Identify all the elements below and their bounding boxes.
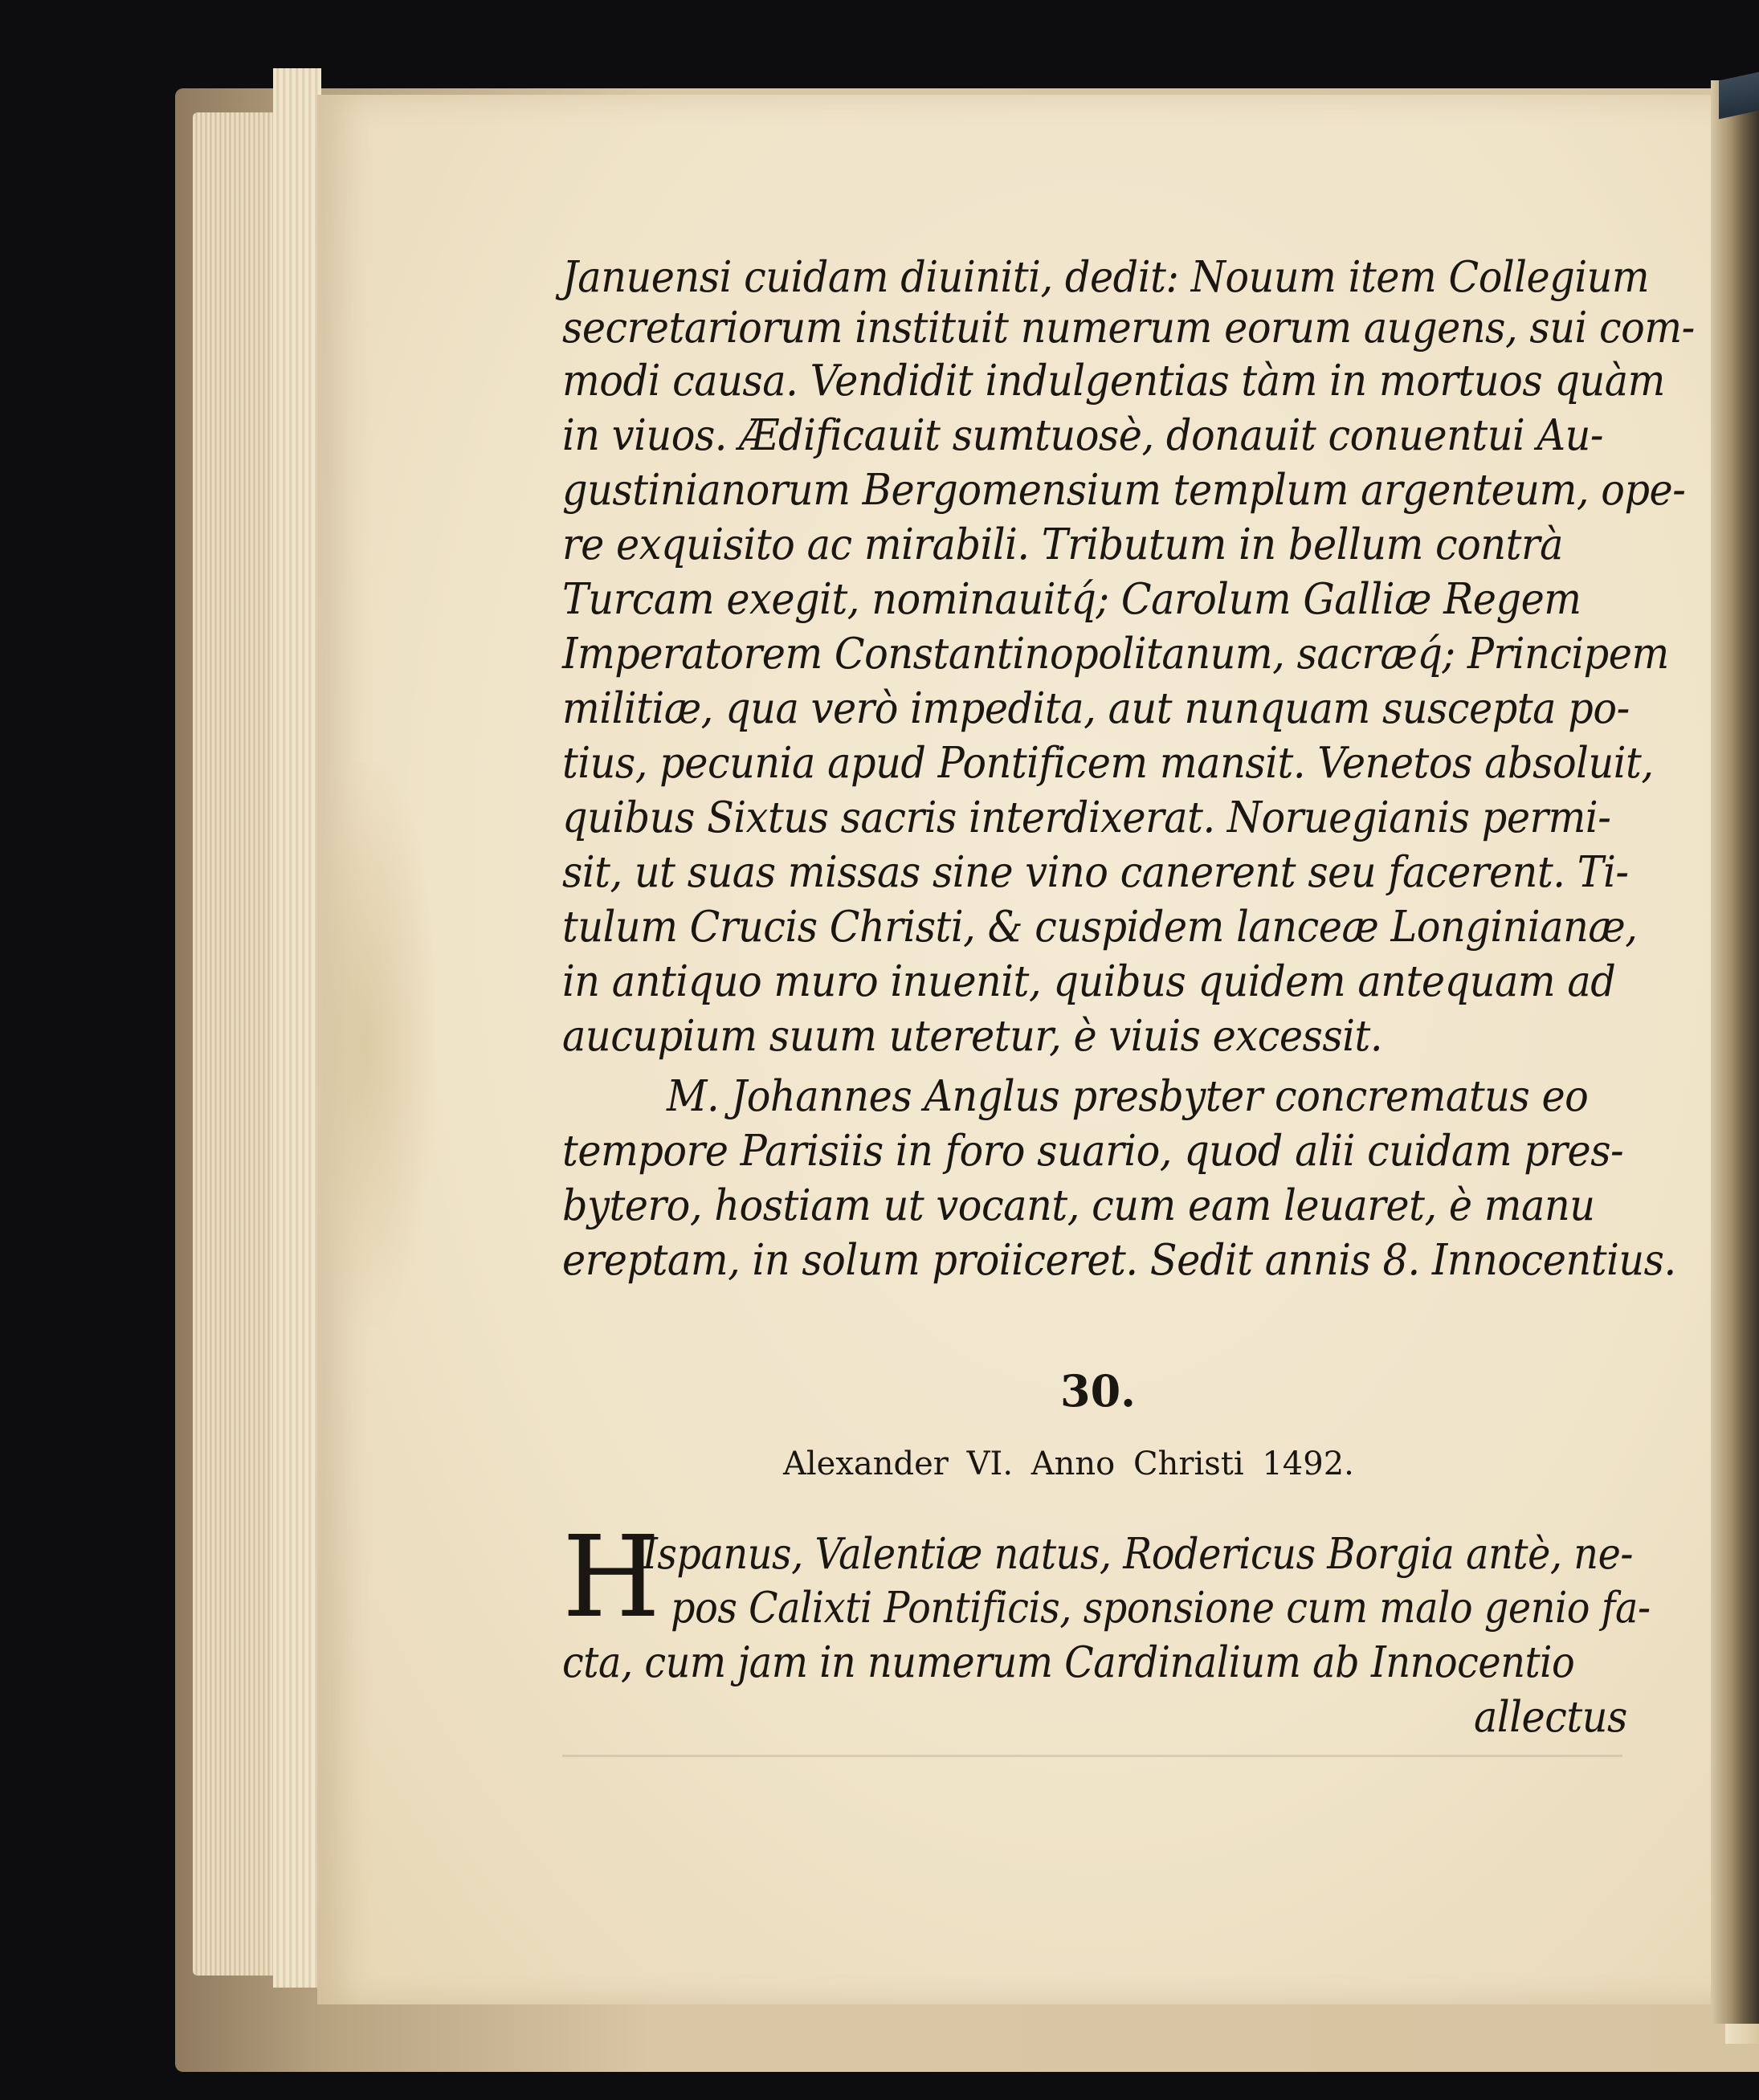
text-line: re exquisito ac mirabili. Tributum in bellum contrà: [562, 520, 1564, 569]
text-line: Januensi cuidam diuiniti, dedit: Nouum item Collegium: [562, 253, 1650, 302]
text-line: Ispanus, Valentiæ natus, Rodericus Borgia antè, ne-: [643, 1530, 1634, 1579]
show-through-mark: [562, 1755, 1622, 1757]
text-line: Turcam exegit, nominauitq́; Carolum Galliæ Regem: [562, 575, 1581, 624]
water-stain: [321, 763, 434, 1325]
text-line: in antiquo muro inuenit, quibus quidem antequam ad: [562, 957, 1616, 1006]
text-line: tempore Parisiis in foro suario, quod alii cuidam pres-: [562, 1127, 1624, 1176]
text-line: tius, pecunia apud Pontificem mansit. Venetos absoluit,: [562, 739, 1654, 788]
drop-cap: H: [562, 1512, 661, 1643]
text-line: ereptam, in solum proiiceret. Sedit annis 8. Innocentius.: [562, 1236, 1676, 1285]
text-line: Imperatorem Constantinopolitanum, sacræq́; Principem: [562, 630, 1669, 679]
text-line: bytero, hostiam ut vocant, cum eam leuaret, è manu: [562, 1181, 1595, 1230]
text-line: secretariorum instituit numerum eorum augens, sui com-: [562, 304, 1695, 353]
text-line: tulum Crucis Christi, & cuspidem lanceæ Longinianæ,: [562, 903, 1638, 952]
text-line: in viuos. Ædificauit sumtuosè, donauit conuentui Au-: [562, 411, 1604, 460]
catchword: allectus: [1474, 1693, 1627, 1742]
page-number: 30.: [1060, 1365, 1136, 1417]
text-line: sit, ut suas missas sine vino canerent seu facerent. Ti-: [562, 848, 1629, 897]
text-line: aucupium suum uteretur, è viuis excessit.: [562, 1012, 1383, 1061]
text-line: M. Johannes Anglus presbyter concrematus eo: [667, 1072, 1589, 1121]
page-stack: [273, 68, 321, 1988]
text-line: militiæ, qua verò impedita, aut nunquam suscepta po-: [562, 684, 1630, 733]
text-line: cta, cum jam in numerum Cardinalium ab Innocentio: [562, 1638, 1575, 1687]
text-line: gustinianorum Bergomensium templum argenteum, ope-: [562, 466, 1686, 515]
text-line: quibus Sixtus sacris interdixerat. Noruegianis permi-: [562, 793, 1611, 842]
text-line: pos Calixti Pontificis, sponsione cum malo genio fa-: [671, 1584, 1651, 1633]
section-heading: Alexander VI. Anno Christi 1492.: [783, 1446, 1354, 1482]
text-line: modi causa. Vendidit indulgentias tàm in mortuos quàm: [562, 357, 1665, 406]
gutter-shadow: [1711, 80, 1759, 2024]
page-edges: [193, 112, 281, 1976]
